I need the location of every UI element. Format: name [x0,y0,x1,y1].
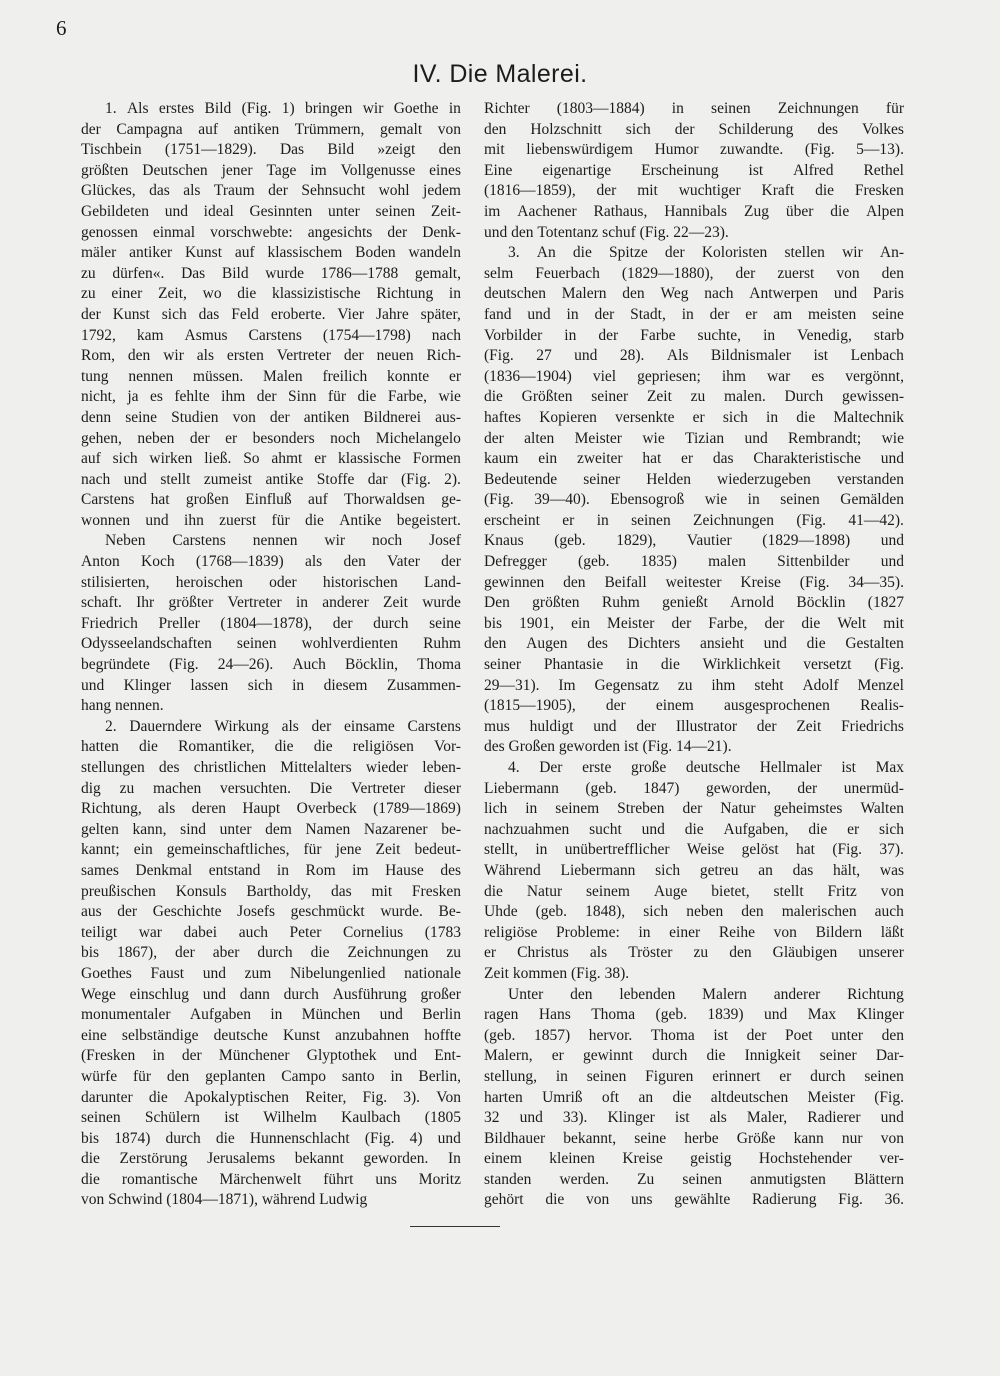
text-line: selm Feuerbach (1829—1880), der zuerst von den [484,264,904,282]
text-line: gehen, neben der er besonders noch Michelangelo [81,429,461,447]
text-column-right [484,99,904,1211]
text-line: Defregger (geb. 1835) malen Sittenbilder und [484,553,904,571]
text-line: und Klinger lassen sich in diesem Zusammen- [81,676,461,694]
text-line: sames Denkmal entstand in Rom im Hause des [81,861,461,879]
text-line: aus der Geschichte Josefs geschmückt wurde. Be- [81,903,461,921]
text-line: mit liebenswürdigem Humor zuwandte. (Fig. 5—13). [484,141,904,159]
text-line: erscheint er in seinen Zeichnungen (Fig. 41—42). [484,511,904,529]
text-line: (Fig. 27 und 28). Als Bildnismaler ist Lenbach [484,347,904,365]
text-line: die Zerstörung Jerusalems bekannt geworden. In [81,1150,461,1168]
text-line: Tischbein (1751—1829). Das Bild »zeigt den [81,141,461,159]
text-line: (1816—1859), der mit wuchtiger Kraft die Fresken [484,182,904,200]
text-line: nicht, ja es fehlte ihm der Sinn für die Farbe, wie [81,388,461,406]
text-line: (Fig. 39—40). Ebensogroß wie in seinen Gemälden [484,491,904,509]
text-line: Rom, den wir als ersten Vertreter der neuen Rich- [81,347,461,365]
text-line: Malern, er gewinnt durch die Innigkeit seiner Dar- [484,1047,904,1065]
text-line: dig zu machen versuchten. Die Vertreter dieser [81,779,461,797]
text-line: stellungen des christlichen Mittelalters wieder leben- [81,759,461,776]
text-line: nachzuahmen sucht und die Aufgaben, die er sich [484,820,904,838]
text-line: Odysseelandschaften seinen wohlverdienten Ruhm [81,635,461,653]
text-line: 4. Der erste große deutsche Hellmaler ist Max [508,759,904,776]
text-line: von Schwind (1804—1871), während Ludwig [81,1191,368,1209]
text-line: Während Liebermann sich getreu an das hält, was [484,861,904,879]
text-line: kaum ein zweiter hat er das Charakteristische und [484,450,904,468]
text-line: monumentaler Aufgaben in München und Berlin [81,1006,461,1024]
text-line: den Holzschnitt sich der Schilderung des Volkes [484,120,904,138]
text-line: Zeit kommen (Fig. 38). [484,964,630,982]
text-line: der alten Meister wie Tizian und Rembrandt; wie [484,429,904,447]
end-rule [410,1226,500,1227]
text-line: bis 1901, ein Meister der Farbe, der die Welt mit [484,614,904,632]
text-line: bis 1874) durch die Hunnenschlacht (Fig. 4) und [81,1129,461,1147]
text-line: und den Totentanz schuf (Fig. 22—23). [484,223,729,241]
text-line: zu dürfen«. Das Bild wurde 1786—1788 gemalt, [81,264,461,282]
text-line: bis 1867), der aber durch die Zeichnungen zu [81,944,461,962]
text-line: Richter (1803—1884) in seinen Zeichnungen für [484,100,904,117]
text-line: 1792, kam Asmus Carstens (1754—1798) nach [81,326,461,344]
text-line: im Aachener Rathaus, Hannibals Zug über die Alpen [484,202,904,220]
text-line: würfe für den geplanten Campo santo in Berlin, [81,1067,461,1085]
text-line: die Größten seiner Zeit zu malen. Durch gewissen- [484,388,904,406]
text-line: Gebildeten und ideal Gesinnten unter seinen Zeit- [81,202,461,220]
text-line: hatten die Romantiker, die die religiösen Vor- [81,738,461,756]
text-line: gehört die von uns gewählte Radierung Fig. 36. [484,1191,904,1209]
text-line: der Kunst sich das Feld eroberte. Vier Jahre später, [81,305,461,323]
text-line: wonnen und ihn zuerst für die Antike begeistert. [81,511,461,529]
text-line: mäler antiker Kunst auf klassischem Boden wandeln [81,244,461,262]
text-line: standen werden. Zu seinen anmutigsten Blättern [484,1170,904,1188]
text-line: genossen einmal vorschwebte: angesichts der Denk- [81,223,461,241]
text-line: Wege einschlug und dann durch Ausführung großer [81,985,461,1003]
text-line: denn seine Studien von der antiken Bildnerei aus- [81,408,461,426]
text-line: (1836—1904) viel gepriesen; ihm war es vergönnt, [484,367,904,385]
text-line: eine selbständige deutsche Kunst anzubahnen hoffte [81,1026,461,1044]
text-line: Eine eigenartige Erscheinung ist Alfred Rethel [484,161,904,179]
text-line: Knaus (geb. 1829), Vautier (1829—1898) und [484,532,904,550]
text-line: (geb. 1857) hervor. Thoma ist der Poet unter den [484,1026,904,1044]
text-line: er Christus als Tröster zu den Gläubigen unserer [484,944,904,962]
text-line: einem kleinen Kreise geistig Hochstehender ver- [484,1150,904,1168]
text-line: (Fresken in der Münchener Glyptothek und Ent- [81,1047,461,1065]
text-line: kannt; ein gemeinschaftliches, für jene Zeit bedeut- [81,841,461,859]
text-line: Bedeutende seiner Helden wiederzugeben verstanden [484,470,904,488]
text-line: preußischen Konsuls Bartholdy, das mit Fresken [81,882,461,900]
text-line: deutschen Malern den Weg nach Antwerpen und Paris [484,285,904,303]
text-line: seinen Schülern ist Wilhelm Kaulbach (1805 [81,1109,461,1127]
text-line: 3. An die Spitze der Koloristen stellen wir An- [508,244,904,262]
text-line: mus huldigt und der Illustrator der Zeit Friedrichs [484,717,904,735]
text-line: schaft. Ihr größter Vertreter in anderer Zeit wurde [81,594,461,612]
text-line: auf sich wirken ließ. So ahmt er klassische Formen [81,450,461,468]
text-line: haftes Kopieren versenkte er sich in die Maltechnik [484,408,904,426]
text-line: hang nennen. [81,697,164,715]
text-line: die Natur seinem Auge bietet, stellt Fritz von [484,882,904,900]
text-line: Richtung, als deren Haupt Overbeck (1789—1869) [81,800,461,818]
text-line: die romantische Märchenwelt führt uns Moritz [81,1170,461,1188]
text-line: Anton Koch (1768—1839) als den Vater der [81,553,461,571]
text-line: der Campagna auf antiken Trümmern, gemalt von [81,120,461,138]
text-line: (1815—1905), der einem ausgesprochenen Realis- [484,697,904,715]
text-line: Carstens hat großen Einfluß auf Thorwaldsen ge- [81,491,461,509]
text-line: Neben Carstens nennen wir noch Josef [105,532,461,550]
text-line: größten Deutschen jener Tage im Vollgenusse eines [81,161,461,179]
text-line: 32 und 33). Klinger ist als Maler, Radierer und [484,1109,904,1127]
text-line: stellung, in seinen Figuren erinnert er durch seinen [484,1067,904,1085]
text-line: Liebermann (geb. 1847) geworden, der unermüd- [484,779,904,797]
text-line: gelten kann, sind unter dem Namen Nazarener be- [81,820,461,838]
chapter-title: IV. Die Malerei. [412,60,588,88]
text-line: gewinnen den Beifall weitester Kreise (Fig. 34—35). [484,573,904,591]
text-line: harten Umriß oft an die altdeutschen Meister (Fig. [484,1088,904,1106]
text-line: Glückes, das als Traum der Sehnsucht wohl jedem [81,182,461,200]
page-number: 6 [56,16,67,40]
text-line: Goethes Faust und zum Nibelungenlied nationale [81,964,461,982]
text-line: Uhde (geb. 1848), sich neben den malerischen auch [484,903,904,921]
text-line: teiligt war dabei auch Peter Cornelius (1783 [81,923,461,941]
text-line: Unter den lebenden Malern anderer Richtung [508,985,904,1003]
text-column-left [81,99,461,1211]
text-line: begründete (Fig. 24—26). Auch Böcklin, Thoma [81,656,461,674]
text-line: stellt, in unübertrefflicher Weise gelöst hat (Fig. 37). [484,841,904,859]
text-line: Bildhauer bekannt, seine herbe Größe kann nur von [484,1129,904,1147]
text-line: darunter die Apokalyptischen Reiter, Fig. 3). Von [81,1088,461,1106]
text-line: Friedrich Preller (1804—1878), der durch seine [81,614,461,632]
text-line: 29—31). Im Gegensatz zu ihm steht Adolf Menzel [484,676,904,694]
text-line: nach und stellt zumeist antike Stoffe dar (Fig. 2). [81,470,461,488]
text-line: tung nennen müssen. Malen freilich konnte er [81,367,461,385]
text-line: des Großen geworden ist (Fig. 14—21). [484,738,732,756]
text-line: lich in seinem Streben der Natur geheimstes Walten [484,800,904,818]
text-line: fand und in der Stadt, in der er am meisten seine [484,305,904,323]
text-line: 2. Dauerndere Wirkung als der einsame Carstens [105,717,461,735]
text-line: stilisierten, heroischen oder historischen Land- [81,573,461,591]
text-line: zu einer Zeit, wo die klassizistische Richtung in [81,285,461,303]
text-line: 1. Als erstes Bild (Fig. 1) bringen wir Goethe in [105,100,461,117]
text-line: den Augen des Dichters ansieht und die Gestalten [484,635,904,653]
text-line: Den größten Ruhm genießt Arnold Böcklin (1827 [484,594,904,612]
text-line: religiöse Probleme: in einer Reihe von Bildern läßt [484,923,904,941]
text-line: ragen Hans Thoma (geb. 1839) und Max Klinger [484,1006,904,1024]
text-line: seiner Phantasie in die Wirklichkeit versetzt (Fig. [484,656,904,674]
text-line: Vorbilder in der Farbe suchte, in Venedig, starb [484,326,904,344]
